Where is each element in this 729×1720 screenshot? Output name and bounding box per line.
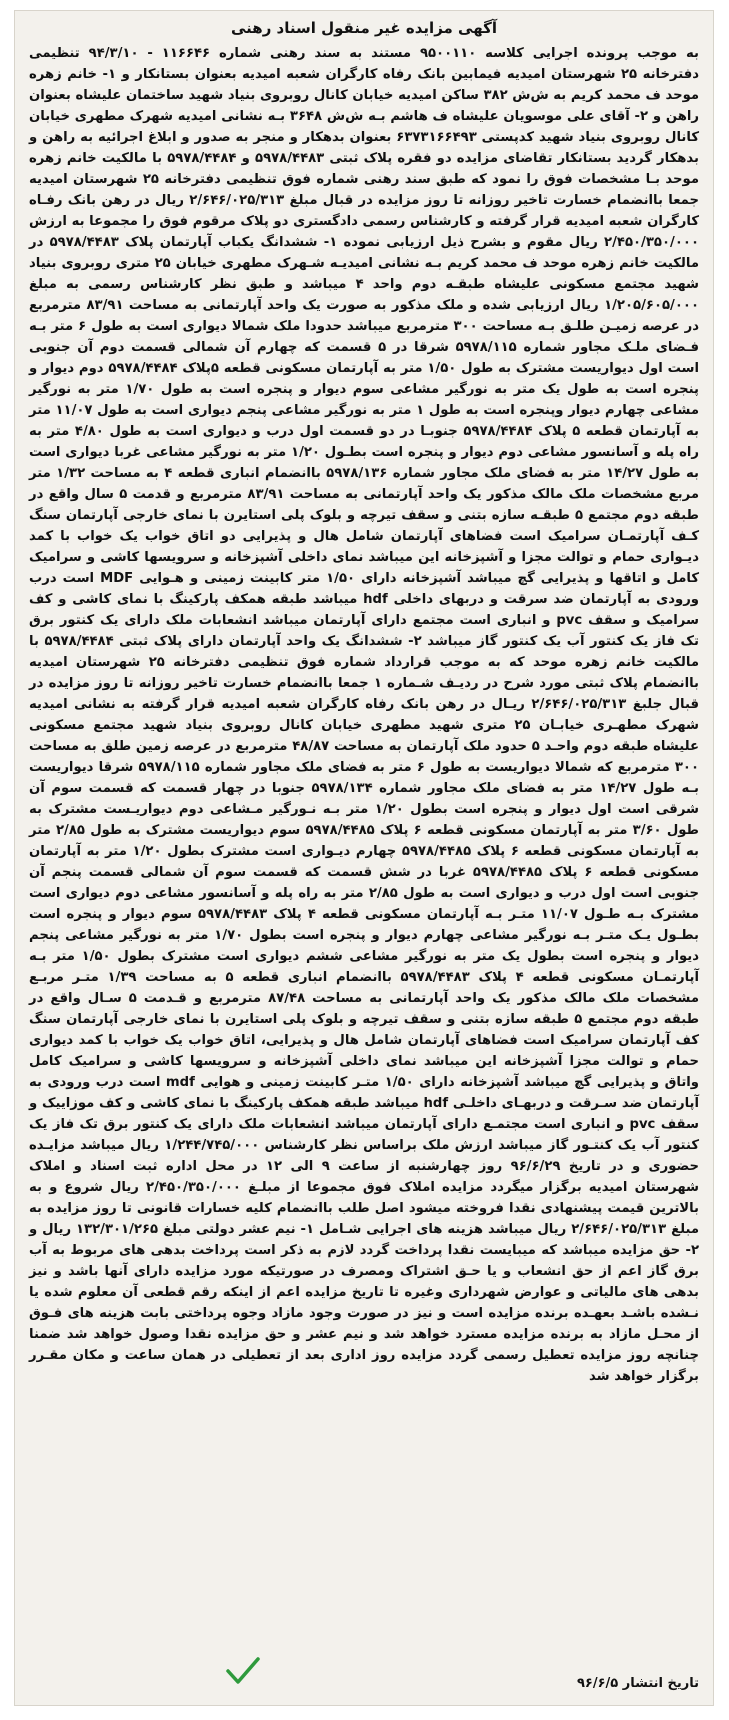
check-mark-icon	[225, 1655, 261, 1687]
publication-date: تاریخ انتشار ۹۶/۶/۵	[576, 1676, 699, 1691]
notice-body: به موجب پرونده اجرایی کلاسه ۹۵۰۰۱۱۰ مستند به سند رهنی شماره ۱۱۶۶۴۶ - ۹۴/۳/۱۰ تنظیمی دفترخانه ۲۵ شهرستان امیدیه فیمابین بانک رفاه کارگران شعبه امیدیه بعنوان بستانکار و ۱- خانم زهره موحد ف محمد کریم به ش‌ش ۳۸۲ ساکن امیدیه خیابان کانال روبروی بنیاد شهید ساختمان علیشاه بعنوان راهن و ۲- آقای علی موسویان علیشاه ف هاشم بـه ش‌ش ۳۶۴۸ بـه نشانی امیدیه شهرک مطهری خیابان کانال روبروی بنیاد شهید کدپستی ۶۳۷۳۱۶۶۴۹۳ بعنوان بدهکار و منجر به صدور و ابلاغ اجرائیه به راهن و بدهکار گردید بستانکار تقاضای مزایده دو فقره پلاک ثبتی ۵۹۷۸/۴۴۸۳ و ۵۹۷۸/۴۴۸۴ با مالکیت خانم زهره موحد بـا مشخصات فوق را نمود که طبق سند رهنی شماره فوق تنظیمی دفترخانه ۲۵ شهرستان امیدیه جمعا باانضمام خسارت تاخیر روزانه تا روز مزایده در قبال مبلغ ۲/۶۴۶/۰۲۵/۳۱۳ ریال در رهن بانک رفـاه کارگران شعبه امیدیه قرار گرفته و کارشناس رسمی دادگستری دو پلاک مرقوم فوق را مجموعا به ارزش ۲/۴۵۰/۳۵۰/۰۰۰ ریال مقوم و بشرح ذیل ارزیابی نموده ۱- ششدانگ یکباب آپارتمان پلاک ۵۹۷۸/۴۴۸۳ در مالکیت خانم زهره موحد ف محمد کریم بـه نشانی امیدیـه شـهرک مطهری خیابان ۲۵ متری روبروی بنیاد شهید مجتمع مسکونی علیشاه طبقـه دوم واحد ۴ میباشد و طبق نظر کارشناس رسمی به مبلغ ۱/۲۰۵/۶۰۵/۰۰۰ ریال ارزیابی شده و ملک مذکور به صورت یک واحد آپارتمانی به مساحت ۸۳/۹۱ مترمربع در عرصه زمیـن طلـق بـه مساحت ۳۰۰ مترمربع میباشد حدودا ملک شمالا دیواری است به طول ۶ متر بـه فـضای ملـک مجاور شماره ۵۹۷۸/۱۱۵ شرقا در ۵ قسمت که چهارم آن شمالی قسمت دوم آن جنوبی است اول دیواریست مشترک به طول ۱/۵۰ متر به آپارتمان مسکونی قطعه ۵پلاک ۵۹۷۸/۴۴۸۴ دوم دیوار و پنجره است به طول یک متر به نورگیر مشاعی سوم دیوار و پنجره است به طول ۱/۷۰ متر به نورگیر مشاعی چهارم دیوار وپنجره است به طول ۱ متر به نورگیر مشاعی پنجم دیواری است به طول ۱۱/۰۷ متر به آپارتمان قطعه ۵ پلاک ۵۹۷۸/۴۴۸۴ جنوبـا در دو قسمت اول درب و دیواری است به طول ۴/۸۰ متر به راه پله و آسانسور مشاعی دوم دیوار و پنجره است بطـول ۱/۲۰ متر به نورگیر مشاعی غربا دیواری است به طول ۱۴/۲۷ متر به فضای ملک مجاور شماره ۵۹۷۸/۱۳۶ باانضمام انباری قطعه ۴ به مساحت ۱/۳۲ متر مربع مشخصات ملک مالک مذکور یک واحد آپارتمانی به مساحت ۸۳/۹۱ مترمربع و قدمت ۵ سال واقع در طبقه دوم مجتمع ۵ طبقـه سازه بتنی و سقف تیرچه و بلوک پلی استایرن با نمای خارجی آپارتمان سنگ کـف آپارتمـان سرامیک است فضاهای آپارتمان شامل هال و پذیرایی دو اتاق خواب یک خواب با کمد دیـواری حمام و توالت مجزا و آشپزخانه این میباشد نمای داخلی آشپزخانه و سرویسها کاشی و سرامیک کامل و اتاقها و پذیرایی گچ میباشد آشپزخانه دارای ۱/۵۰ متر کابینت زمینی و هـوایی MDF است درب ورودی به آپارتمان ضد سرقت و دربهای داخلی hdf میباشد طبقه همکف پارکینگ با نمای کاشی و کف سرامیک و سقف pvc و انباری است مجتمع دارای آپارتمان میباشد انشعابات ملک دارای یک کنتور برق تک فاز یک کنتور آب یک کنتور گاز میباشد ۲- ششدانگ یک واحد آپارتمان دارای پلاک ثبتی ۵۹۷۸/۴۴۸۴ با مالکیت خانم زهره موحد که به موجب قرارداد شماره فوق تنظیمی دفترخانه ۲۵ شهرستان امیدیه باانضمام پلاک ثبتی مورد شرح در ردیـف شـماره ۱ جمعا باانضمام خسارت تاخیر روزانه تا روز مزایده در قبال جلبغ ۲/۶۴۶/۰۲۵/۳۱۳ ریـال در رهن بانک رفاه کارگران شعبه امیدیه قرار گرفته به نشانی امیدیه شهرک مطهـری خیابـان ۲۵ متری شهید مطهری خیابان کانال روبروی بنیاد شهید مجتمع مسکونی علیشاه طبقه دوم واحـد ۵ حدود ملک آپارتمان به مساحت ۴۸/۸۷ مترمربع در عرصه زمین طلق به مساحت ۳۰۰ مترمربع که شمالا دیواریست به طول ۶ متر به فضای ملک مجاور شماره ۵۹۷۸/۱۱۵ شرقا دیواریست بـه طول ۱۴/۲۷ متر به فضای ملک مجاور شماره ۵۹۷۸/۱۳۴ جنوبا در چهار قسمت که قسمت سوم آن شرقی است اول دیوار و پنجره است بطول ۱/۲۰ متر بـه نـورگیر مـشاعی دوم دیواریـست مشترک به طول ۳/۶۰ متر به آپارتمان مسکونی قطعه ۶ پلاک ۵۹۷۸/۴۴۸۵ سوم دیواریست مشترک به طول ۲/۸۵ متر به آپارتمان مسکونی قطعه ۶ پلاک ۵۹۷۸/۴۴۸۵ چهارم دیـواری است مشترک بطول ۱/۲۰ متر به آپارتمان مسکونی قطعه ۶ پلاک ۵۹۷۸/۴۴۸۵ غربا در شش قسمت که قسمت سوم آن شمالی قسمت پنجم آن جنوبی است اول درب و دیواری است به طول ۲/۸۵ متر به راه پله و آسانسور مشاعی دوم دیواری است مشترک بـه طـول ۱۱/۰۷ متـر بـه آپارتمان مسکونی قطعه ۴ پلاک ۵۹۷۸/۴۴۸۳ سوم دیوار و پنجره است بطـول یـک متـر بـه نورگیر مشاعی چهارم دیوار و پنجره است بطول ۱/۷۰ متر به نورگیر مشاعی پنجم دیوار و پنجره است بطول یک متر به نورگیر مشاعی ششم دیواری است مشترک بطول ۱/۵۰ متر بـه آپارتمـان مسکونی قطعه ۴ پلاک ۵۹۷۸/۴۴۸۳ باانضمام انباری قطعه ۵ به مساحت ۱/۳۹ متـر مربـع مشخصات ملک مالک مذکور یک واحد آپارتمانی به مساحت ۸۷/۴۸ مترمربع و قـدمت ۵ سـال واقع در طبقه دوم مجتمع ۵ طبقه سازه بتنی و سقف تیرچه و بلوک پلی استایرن با نمای خارجی آپارتمان سنگ کف آپارتمان سرامیک است فضاهای آپارتمان شامل هال و پذیرایی، اتاق خواب یک خواب با کمد دیواری حمام و توالت مجزا آشپزخانه این میباشد نمای داخلی آشپزخانه و سرویسها کاشی و سرامیک کامل واتاق و پذیرایی گچ میباشد آشپزخانه دارای ۱/۵۰ متـر کابینت زمینی و هوایی mdf است درب ورودی به آپارتمان ضد سـرقت و دربهـای داخلـی hdf میباشد طبقه همکف پارکینگ با نمای کاشی و کف موزاییک و سقف pvc و انباری است مجتمـع دارای آپارتمان میباشد انشعابات ملک دارای یک کنتور برق تک فاز یک کنتور آب یک کنتـور گاز میباشد ارزش ملک براساس نظر کارشناس ۱/۲۴۴/۷۴۵/۰۰۰ ریال میباشد مزایـده حضوری و در تاریخ ۹۶/۶/۲۹ روز چهارشنبه از ساعت ۹ الی ۱۲ در محل اداره ثبت اسناد و املاک شهرستان امیدیه برگزار میگردد مزایده املاک فوق مجموعا از مبلـغ ۲/۴۵۰/۳۵۰/۰۰۰ ریال شروع و به بالاترین قیمت پیشنهادی نقدا فروخته میشود اصل طلب باانضمام کلیه خسارات قانونی تا روز مزایده به مبلغ ۲/۶۴۶/۰۲۵/۳۱۳ ریال میباشد هزینه های اجرایی شـامل ۱- نیم عشر دولتی مبلغ ۱۳۲/۳۰۱/۲۶۵ ریال و ۲- حق مزایده میباشد که میبایست نقدا پرداخت گردد لازم به ذکر است پرداخت بدهی های مربوط به آب برق گاز اعم از حق انشعاب و یا حـق اشتراک ومصرف در صورتیکه مورد مزایده دارای آنها باشد و نیز بدهی های مالیاتی و عوارض شهرداری وغیره تا تاریخ مزایده اعم از اینکه رقم قطعی آن معلوم شده یا نـشده باشـد بعهـده برنده مزایده است و نیز در صورت وجود مازاد وجوه پرداختی بابت هزینه های فـوق از محـل مازاد به برنده مزایده مسترد خواهد شد و نیم عشر و حق مزایده نقدا وصول خواهد شد ضمنا چنانچه روز مزایده تعطیل رسمی گردد مزایده روز اداری بعد از تعطیلی در همان ساعت و مکان مقـرر برگزار خواهد شد	[29, 46, 700, 1384]
notice-title: آگهی مزایده غیر منقول اسناد رهنی	[231, 19, 497, 37]
auction-notice	[14, 10, 714, 1706]
